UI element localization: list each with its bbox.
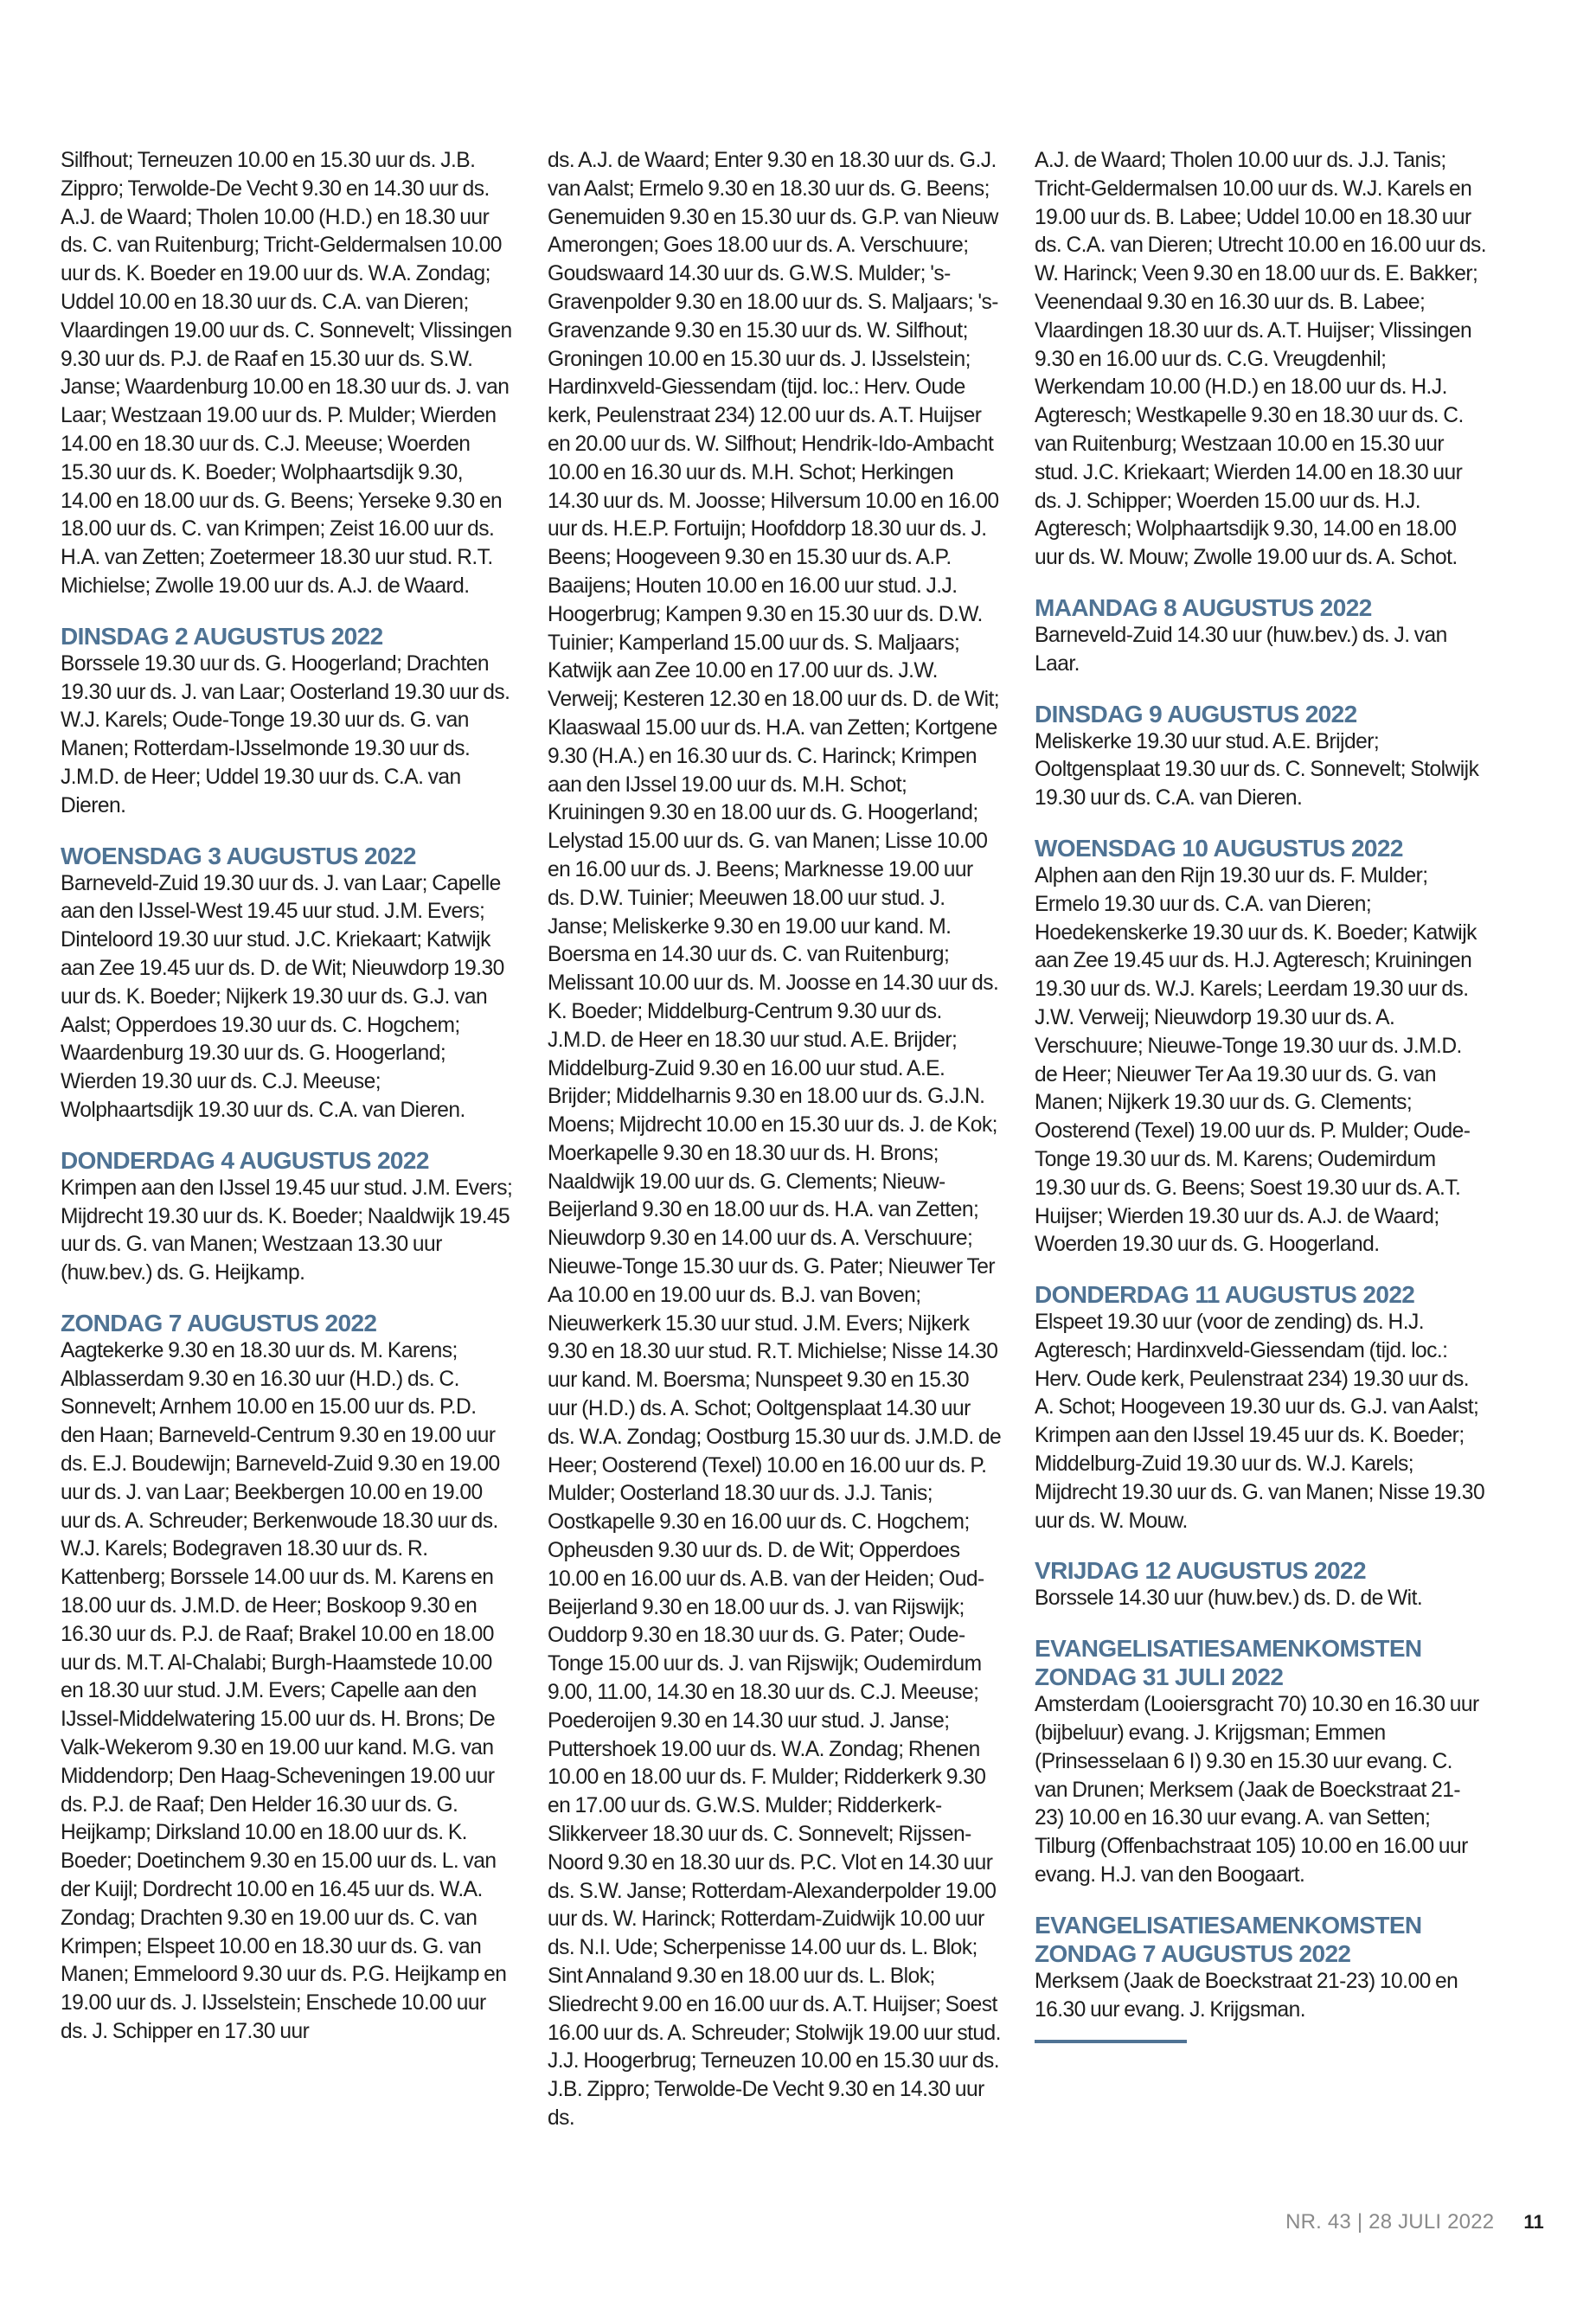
column-1 xyxy=(61,147,515,2047)
listing-text: Aagtekerke 9.30 en 18.30 uur ds. M. Karens; Alblasserdam 9.30 en 16.30 uur (H.D.) ds. C. Sonnevelt; Arnhem 10.00 en 15.00 uur ds. P.D. den Haan; Barneveld-Centrum 9.30 en 19.00 uur ds. E.J. Boudewijn; Barneveld-Zuid 9.30 en 19.00 uur ds. J. van Laar; Beekbergen 10.00 en 19.00 uur ds. A. Schreuder; Berkenwoude 18.30 uur ds. W.J. Karels; Bodegraven 18.30 uur ds. R. Kattenberg; Borssele 14.00 uur ds. M. Karens en 18.00 uur ds. J.M.D. de Heer; Boskoop 9.30 en 16.30 uur ds. P.J. de Raaf; Brakel 10.00 en 18.00 uur ds. M.T. Al-Chalabi; Burgh-Haamstede 10.00 en 18.30 uur stud. J.M. Evers; Capelle aan den IJssel-Middelwatering 15.00 uur ds. H. Brons; De Valk-Wekerom 9.30 en 19.00 uur kand. M.G. van Middendorp; Den Haag-Scheveningen 19.00 uur ds. P.J. de Raaf; Den Helder 16.30 uur ds. G. Heijkamp; Dirksland 10.00 en 18.00 uur ds. K. Boeder; Doetinchem 9.30 en 15.00 uur ds. L. van der Kuijl; Dordrecht 10.00 en 16.45 uur ds. W.A. Zondag; Drachten 9.30 en 19.00 uur ds. C. van Krimpen; Elspeet 10.00 en 18.30 uur ds. G. van Manen; Emmeloord 9.30 uur ds. P.G. Heijkamp en 19.00 uur ds. J. IJsselstein; Enschede 10.00 uur ds. J. Schipper en 17.30 uur xyxy=(61,1338,507,2044)
column-2 xyxy=(548,147,1002,2133)
section-heading-title: EVANGELISATIESAMENKOMSTEN xyxy=(1035,1911,1422,1939)
listing-text: Amsterdam (Looiersgracht 70) 10.30 en 16.30 uur (bijbeluur) evang. J. Krijgsman; Emmen (Prinsesselaan 6 I) 9.30 en 15.30 uur evang. C. van Drunen; Merksem (Jaak de Boeckstraat 21-23) 10.00 en 16.30 uur evang. A. van Setten; Tilburg (Offenbachstraat 105) 10.00 en 16.00 uur evang. H.J. van den Boogaart. xyxy=(1035,1693,1479,1888)
section-heading-date: ZONDAG 7 AUGUSTUS 2022 xyxy=(1035,1939,1351,1967)
section-heading xyxy=(1035,1911,1489,1968)
listing-text: Borssele 19.30 uur ds. G. Hoogerland; Drachten 19.30 uur ds. J. van Laar; Oosterland 19.30 uur ds. W.J. Karels; Oude-Tonge 19.30 uur ds. G. van Manen; Rotterdam-IJsselmonde 19.30 uur ds. J.M.D. de Heer; Uddel 19.30 uur ds. C.A. van Dieren. xyxy=(61,651,510,817)
listing-text: Silfhout; Terneuzen 10.00 en 15.30 uur ds. J.B. Zippro; Terwolde-De Vecht 9.30 en 14.30 uur ds. A.J. de Waard; Tholen 10.00 (H.D.) en 18.30 uur ds. C. van Ruitenburg; Tricht-Geldermalsen 10.00 uur ds. K. Boeder en 19.00 uur ds. W.A. Zondag; Uddel 10.00 en 18.30 uur ds. C.A. van Dieren; Vlaardingen 19.00 uur ds. C. Sonnevelt; Vlissingen 9.30 uur ds. P.J. de Raaf en 15.30 uur ds. S.W. Janse; Waardenburg 10.00 en 18.30 uur ds. J. van Laar; Westzaan 19.00 uur ds. P. Mulder; Wierden 14.00 en 18.30 uur ds. C.J. Meeuse; Woerden 15.30 uur ds. K. Boeder; Wolphaartsdijk 9.30, 14.00 en 18.00 uur ds. G. Beens; Yerseke 9.30 en 18.00 uur ds. C. van Krimpen; Zeist 16.00 uur ds. H.A. van Zetten; Zoetermeer 18.30 uur stud. R.T. Michielse; Zwolle 19.00 uur ds. A.J. de Waard. xyxy=(61,149,512,598)
listing-text: Barneveld-Zuid 14.30 uur (huw.bev.) ds. J. van Laar. xyxy=(1035,623,1447,676)
listing-text: Barneveld-Zuid 19.30 uur ds. J. van Laar; Capelle aan den IJssel-West 19.45 uur stud. J.M. Evers; Dinteloord 19.30 uur stud. J.C. Kriekaart; Katwijk aan Zee 19.45 uur ds. D. de Wit; Nieuwdorp 19.30 uur ds. K. Boeder; Nijkerk 19.30 uur ds. G.J. van Aalst; Opperdoes 19.30 uur ds. C. Hogchem; Waardenburg 19.30 uur ds. G. Hoogerland; Wierden 19.30 uur ds. C.J. Meeuse; Wolphaartsdijk 19.30 uur ds. C.A. van Dieren. xyxy=(61,871,504,1122)
page-number: 11 xyxy=(1523,2211,1544,2233)
listing-text: A.J. de Waard; Tholen 10.00 uur ds. J.J. Tanis; Tricht-Geldermalsen 10.00 uur ds. W.J. Karels en 19.00 uur ds. B. Labee; Uddel 10.00 en 18.30 uur ds. C.A. van Dieren; Utrecht 10.00 en 16.00 uur ds. W. Harinck; Veen 9.30 en 18.00 uur ds. E. Bakker; Veenendaal 9.30 en 16.30 uur ds. B. Labee; Vlaardingen 18.30 uur ds. A.T. Huijser; Vlissingen 9.30 en 16.00 uur ds. C.G. Vreugdenhil; Werkendam 10.00 (H.D.) en 18.00 uur ds. H.J. Agteresch; Westkapelle 9.30 en 18.30 uur ds. C. van Ruitenburg; Westzaan 10.00 en 15.30 uur stud. J.C. Kriekaart; Wierden 14.00 en 18.30 uur ds. J. Schipper; Woerden 15.00 uur ds. H.J. Agteresch; Wolphaartsdijk 9.30, 14.00 en 18.00 uur ds. W. Mouw; Zwolle 19.00 uur ds. A. Schot. xyxy=(1035,149,1487,570)
section-heading xyxy=(1035,1634,1489,1691)
listing-text: Elspeet 19.30 uur (voor de zending) ds. H.J. Agteresch; Hardinxveld-Giessendam (tijd. loc.: Herv. Oude kerk, Peulenstraat 234) 19.30 uur ds. A. Schot; Hoogeveen 19.30 uur ds. G.J. van Aalst; Krimpen aan den IJssel 19.45 uur ds. K. Boeder; Middelburg-Zuid 19.30 uur ds. W.J. Karels; Mijdrecht 19.30 uur ds. G. van Manen; Nisse 19.30 uur ds. W. Mouw. xyxy=(1035,1311,1485,1533)
date-heading: ZONDAG 7 AUGUSTUS 2022 xyxy=(61,1309,377,1336)
date-heading: DONDERDAG 11 AUGUSTUS 2022 xyxy=(1035,1281,1415,1309)
listing-text: Meliskerke 19.30 uur stud. A.E. Brijder; Ooltgensplaat 19.30 uur ds. C. Sonnevelt; Stolwijk 19.30 uur ds. C.A. van Dieren. xyxy=(1035,729,1479,811)
listing-text: Alphen aan den Rijn 19.30 uur ds. F. Mulder; Ermelo 19.30 uur ds. C.A. van Dieren; Hoedekenskerke 19.30 uur ds. K. Boeder; Katwijk aan Zee 19.45 uur ds. H.J. Agteresch; Kruiningen 19.30 uur ds. W.J. Karels; Leerdam 19.30 uur ds. J.W. Verweij; Nieuwdorp 19.30 uur ds. A. Verschuure; Nieuwe-Tonge 19.30 uur ds. J.M.D. de Heer; Nieuwer Ter Aa 19.30 uur ds. G. van Manen; Nijkerk 19.30 uur ds. G. Clements; Oosterend (Texel) 19.00 uur ds. P. Mulder; Oude-Tonge 19.30 uur ds. M. Karens; Oudemirdum 19.30 uur ds. G. Beens; Soest 19.30 uur ds. A.T. Huijser; Wierden 19.30 uur ds. A.J. de Waard; Woerden 19.30 uur ds. G. Hoogerland. xyxy=(1035,863,1477,1257)
section-heading-title: EVANGELISATIESAMENKOMSTEN xyxy=(1035,1635,1422,1663)
date-heading: WOENSDAG 10 AUGUSTUS 2022 xyxy=(1035,834,1403,862)
issue-info: NR. 43 | 28 JULI 2022 xyxy=(1285,2210,1495,2234)
date-heading: DINSDAG 9 AUGUSTUS 2022 xyxy=(1035,700,1357,727)
date-heading: DONDERDAG 4 AUGUSTUS 2022 xyxy=(61,1146,429,1174)
date-heading: WOENSDAG 3 AUGUSTUS 2022 xyxy=(61,842,416,869)
listing-text: Borssele 14.30 uur (huw.bev.) ds. D. de Wit. xyxy=(1035,1586,1423,1611)
date-heading: DINSDAG 2 AUGUSTUS 2022 xyxy=(61,622,383,650)
listing-text: Krimpen aan den IJssel 19.45 uur stud. J.M. Evers; Mijdrecht 19.30 uur ds. K. Boeder; Naaldwijk 19.45 uur ds. G. van Manen; Westzaan 13.30 uur (huw.bev.) ds. G. Heijkamp. xyxy=(61,1176,513,1285)
section-heading-date: ZONDAG 31 JULI 2022 xyxy=(1035,1663,1284,1691)
end-rule xyxy=(1035,2040,1187,2043)
date-heading: VRIJDAG 12 AUGUSTUS 2022 xyxy=(1035,1557,1366,1585)
date-heading: MAANDAG 8 AUGUSTUS 2022 xyxy=(1035,593,1372,621)
column-3 xyxy=(1035,147,1489,2043)
listing-text: Merksem (Jaak de Boeckstraat 21-23) 10.00 en 16.30 uur evang. J. Krijgsman. xyxy=(1035,1969,1458,2022)
listing-text: ds. A.J. de Waard; Enter 9.30 en 18.30 uur ds. G.J. van Aalst; Ermelo 9.30 en 18.30 uur ds. G. Beens; Genemuiden 9.30 en 15.30 uur ds. G.P. van Nieuw Amerongen; Goes 18.00 uur ds. A. Verschuure; Goudswaard 14.30 uur ds. G.W.S. Mulder; 's-Gravenpolder 9.30 en 18.00 uur ds. S. Maljaars; 's-Gravenzande 9.30 en 15.30 uur ds. W. Silfhout; Groningen 10.00 en 15.30 uur ds. J. IJsselstein; Hardinxveld-Giessendam (tijd. loc.: Herv. Oude kerk, Peulenstraat 234) 12.00 uur ds. A.T. Huijser en 20.00 uur ds. W. Silfhout; Hendrik-Ido-Ambacht 10.00 en 16.30 uur ds. M.H. Schot; Herkingen 14.30 uur ds. M. Joosse; Hilversum 10.00 en 16.00 uur ds. H.E.P. Fortuijn; Hoofddorp 18.30 uur ds. J. Beens; Hoogeveen 9.30 en 15.30 uur ds. A.P. Baaijens; Houten 10.00 en 16.00 uur stud. J.J. Hoogerbrug; Kampen 9.30 en 15.30 uur ds. D.W. Tuinier; Kamperland 15.00 uur ds. S. Maljaars; Katwijk aan Zee 10.00 en 17.00 uur ds. J.W. Verweij; Kesteren 12.30 en 18.00 uur ds. D. de Wit; Klaaswaal 15.00 uur ds. H.A. van Zetten; Kortgene 9.30 (H.A.) en 16.30 uur ds. C. Harinck; Krimpen aan den IJssel 19.00 uur ds. M.H. Schot; Kruiningen 9.30 en 18.00 uur ds. G. Hoogerland; Lelystad 15.00 uur ds. G. van Manen; Lisse 10.00 en 16.00 uur ds. J. Beens; Marknesse 19.00 uur ds. D.W. Tuinier; Meeuwen 18.00 uur stud. J. Janse; Meliskerke 9.30 en 19.00 uur kand. M. Boersma en 14.30 uur ds. C. van Ruitenburg; Melissant 10.00 uur ds. M. Joosse en 14.30 uur ds. K. Boeder; Middelburg-Centrum 9.30 uur ds. J.M.D. de Heer en 18.30 uur stud. A.E. Brijder; Middelburg-Zuid 9.30 en 16.00 uur stud. A.E. Brijder; Middelharnis 9.30 en 18.00 uur ds. G.J.N. Moens; Mijdrecht 10.00 en 15.30 uur ds. J. de Kok; Moerkapelle 9.30 en 18.30 uur ds. H. Brons; Naaldwijk 19.00 uur ds. G. Clements; Nieuw-Beijerland 9.30 en 18.00 uur ds. H.A. van Zetten; Nieuwdorp 9.30 en 14.00 uur ds. A. Verschuure; Nieuwe-Tonge 15.30 uur ds. G. Pater; Nieuwer Ter Aa 10.00 en 19.00 uur ds. B.J. van Boven; Nieuwerkerk 15.30 uur stud. J.M. Evers; Nijkerk 9.30 en 18.30 uur stud. R.T. Michielse; Nisse 14.30 uur kand. M. Boersma; Nunspeet 9.30 en 15.30 uur (H.D.) ds. A. Schot; Ooltgensplaat 14.30 uur ds. W.A. Zondag; Oostburg 15.30 uur ds. J.M.D. de Heer; Oosterend (Texel) 10.00 en 16.00 uur ds. P. Mulder; Oosterland 18.30 uur ds. J.J. Tanis; Oostkapelle 9.30 en 16.00 uur ds. C. Hogchem; Opheusden 9.30 uur ds. D. de Wit; Opperdoes 10.00 en 16.00 uur ds. A.B. van der Heiden; Oud-Beijerland 9.30 en 18.00 uur ds. J. van Rijswijk; Ouddorp 9.30 en 18.30 uur ds. G. Pater; Oude-Tonge 15.00 uur ds. J. van Rijswijk; Oudemirdum 9.00, 11.00, 14.30 en 18.30 uur ds. C.J. Meeuse; Poederoijen 9.30 en 14.30 uur stud. J. Janse; Puttershoek 19.00 uur ds. W.A. Zondag; Rhenen 10.00 en 18.00 uur ds. F. Mulder; Ridderkerk 9.30 en 17.00 uur ds. G.W.S. Mulder; Ridderkerk-Slikkerveer 18.30 uur ds. C. Sonnevelt; Rijssen-Noord 9.30 en 18.30 uur ds. P.C. Vlot en 14.30 uur ds. S.W. Janse; Rotterdam-Alexanderpolder 19.00 uur ds. W. Harinck; Rotterdam-Zuidwijk 10.00 uur ds. N.I. Ude; Scherpenisse 14.00 uur ds. L. Blok; Sint Annaland 9.30 en 18.00 uur ds. L. Blok; Sliedrecht 9.00 en 16.00 uur ds. A.T. Huijser; Soest 16.00 uur ds. A. Schreuder; Stolwijk 19.00 uur stud. J.J. Hoogerbrug; Terneuzen 10.00 en 15.30 uur ds. J.B. Zippro; Terwolde-De Vecht 9.30 en 14.30 uur ds. xyxy=(548,149,1002,2130)
page-footer xyxy=(1285,2210,1544,2234)
